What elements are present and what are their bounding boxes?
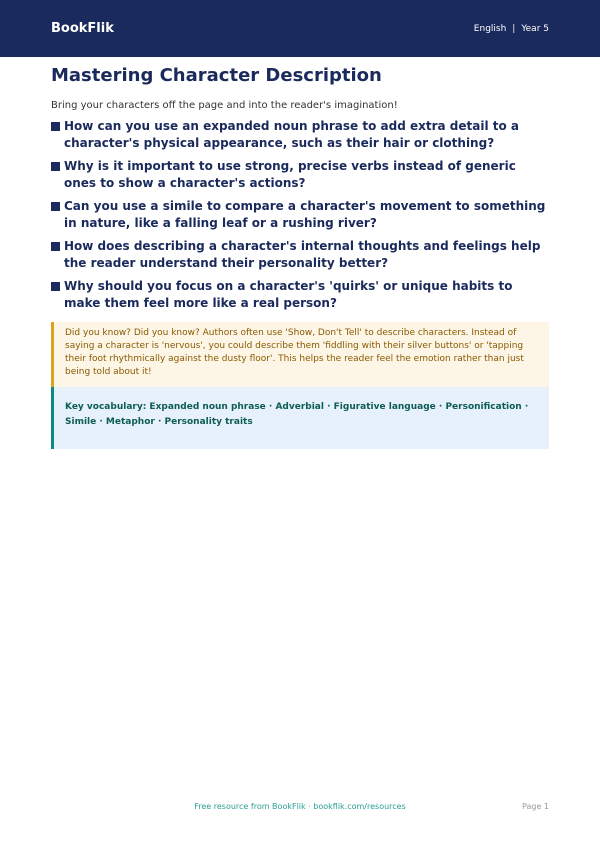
question-item — [51, 158, 549, 192]
page-number: Page 1 — [522, 802, 549, 811]
meta-separator: | — [512, 23, 516, 34]
question-item — [51, 198, 549, 232]
header-meta — [474, 24, 549, 34]
square-bullet-icon — [51, 162, 60, 171]
square-bullet-icon — [51, 202, 60, 211]
key-vocabulary-box — [51, 387, 549, 449]
subject-label: English — [473, 23, 507, 34]
header-bar — [0, 0, 600, 57]
square-bullet-icon — [51, 122, 60, 131]
key-vocabulary-text: Key vocabulary: Expanded noun phrase · Adverbial · Figurative language · Personification · Simile · Metaphor · Personality traits — [65, 402, 529, 427]
did-you-know-text: Did you know? Did you know? Authors often use 'Show, Don't Tell' to describe characters. Instead of saying a character is 'nervous', you could describe them 'fiddling with their silver buttons' or 'tapping their foot rhythmically against the dusty floor'. This helps the reader feel the emotion rather than just being told about it! — [65, 328, 524, 377]
question-text: How does describing a character's internal thoughts and feelings help the reader understand their personality better? — [64, 239, 541, 270]
question-item — [51, 278, 549, 312]
question-text: Why is it important to use strong, precise verbs instead of generic ones to show a character's actions? — [64, 159, 516, 190]
question-item — [51, 238, 549, 272]
page-footer — [51, 802, 549, 814]
square-bullet-icon — [51, 282, 60, 291]
did-you-know-box — [51, 322, 549, 387]
question-list — [51, 118, 549, 312]
question-item — [51, 118, 549, 152]
square-bullet-icon — [51, 242, 60, 251]
main-content — [51, 65, 549, 449]
brand-logo[interactable]: BookFlik — [51, 21, 114, 36]
year-label: Year 5 — [521, 23, 549, 34]
page-title: Mastering Character Description — [51, 65, 382, 86]
footer-credit-link[interactable]: Free resource from BookFlik · bookflik.com/resources — [194, 802, 406, 811]
page-subtitle: Bring your characters off the page and into the reader's imagination! — [51, 100, 398, 111]
question-text: How can you use an expanded noun phrase to add extra detail to a character's physical appearance, such as their hair or clothing? — [64, 119, 519, 150]
question-text: Can you use a simile to compare a character's movement to something in nature, like a falling leaf or a rushing river? — [64, 199, 546, 230]
question-text: Why should you focus on a character's 'quirks' or unique habits to make them feel more like a real person? — [64, 279, 513, 310]
